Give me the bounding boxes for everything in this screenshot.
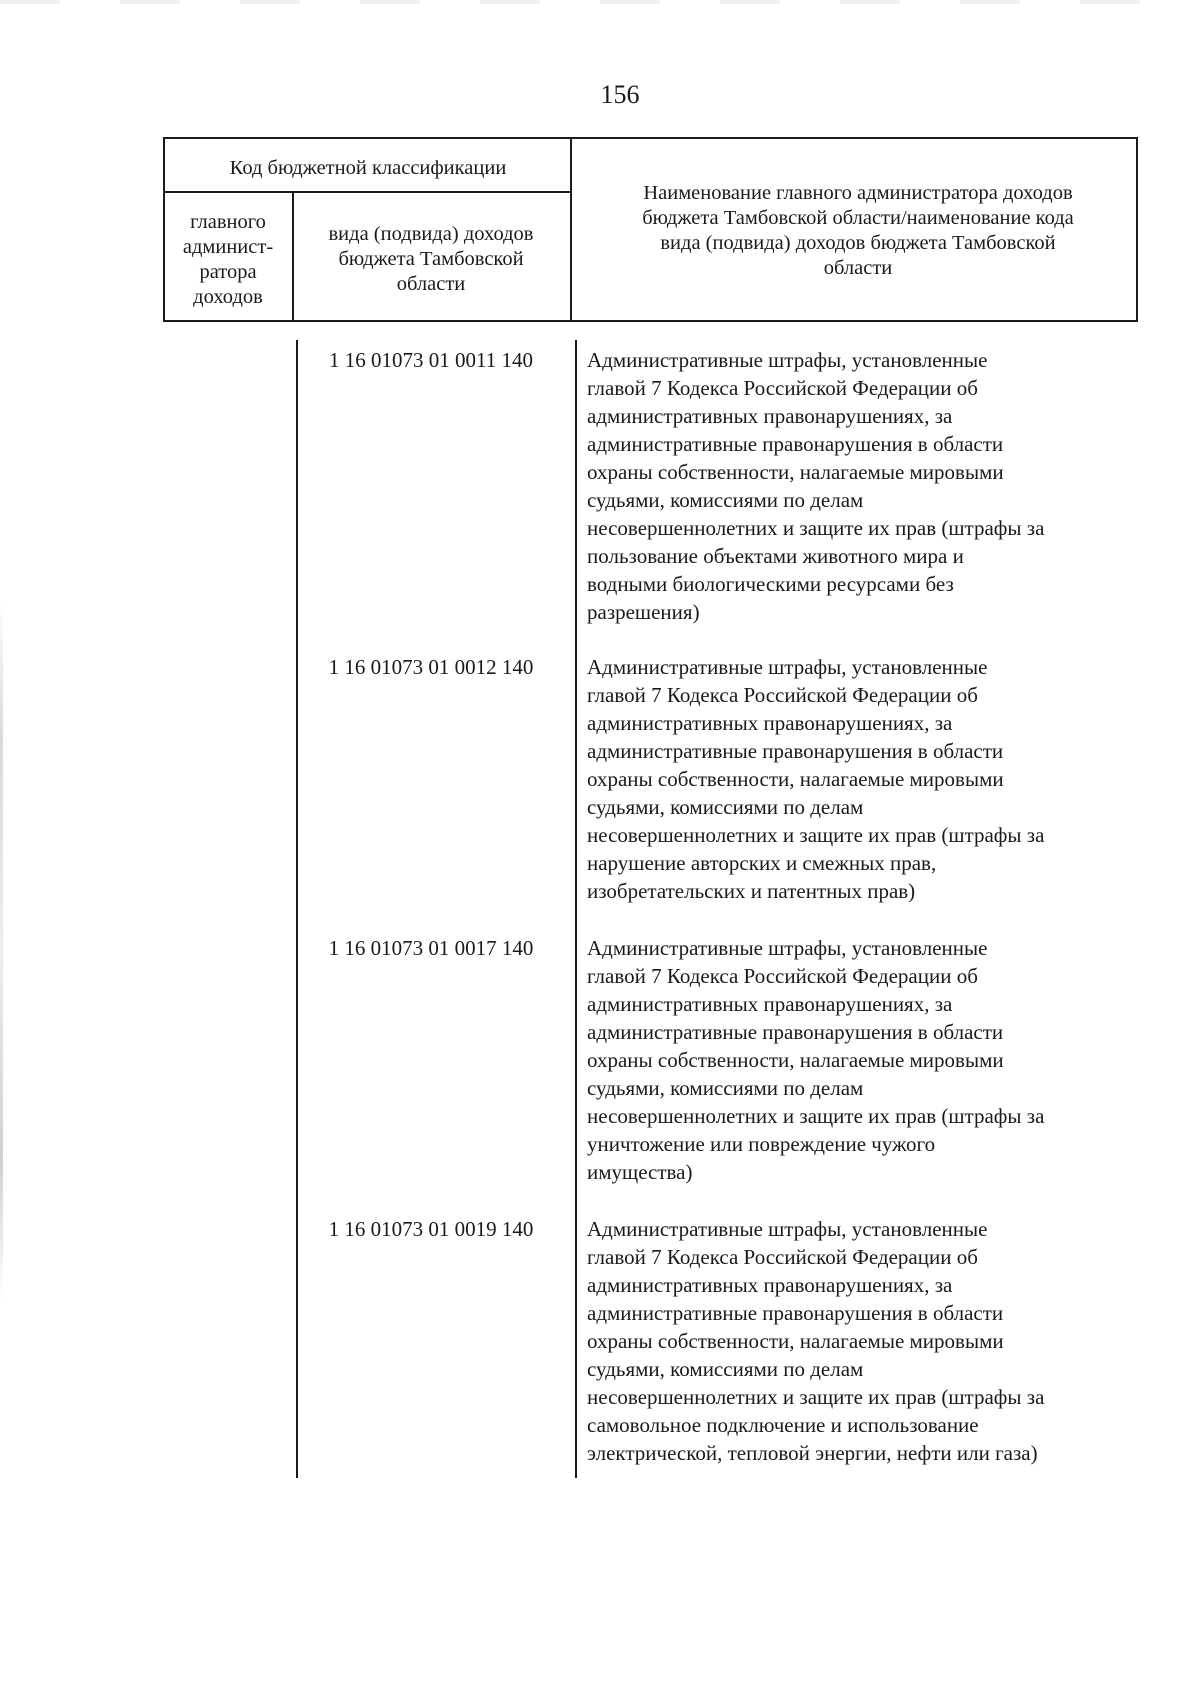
header-income-type-code: вида (подвида) доходов бюджета Тамбовской области — [328, 223, 534, 295]
header-main-administrator: главного админист- ратора доходов — [182, 211, 274, 308]
body-col-sep-1 — [296, 340, 298, 1478]
row-code: 1 16 01073 01 0011 140 — [329, 348, 533, 372]
row-description: Административные штрафы, установленные главой 7 Кодекса Российской Федерации об административных правонарушениях, за административные правонарушения в области охраны собственности, налагаемые мировыми судьями, комиссиями по делам несовершеннолетних и защите их прав (штрафы за уничтожение или повреждение чужого имущества) — [587, 936, 1045, 1184]
header-name-column: Наименование главного администратора доходов бюджета Тамбовской области/наименование кода вида (подвида) доходов бюджета Тамбовской области — [642, 182, 1074, 279]
row-code: 1 16 01073 01 0019 140 — [328, 1217, 534, 1241]
header-col-sep-1 — [292, 191, 294, 322]
page-number: 156 — [600, 80, 640, 109]
row-code: 1 16 01073 01 0017 140 — [328, 936, 534, 960]
header-left-border — [163, 137, 165, 322]
scan-artifact-top — [0, 0, 1200, 4]
row-description: Административные штрафы, установленные главой 7 Кодекса Российской Федерации об административных правонарушениях, за административные правонарушения в области охраны собственности, налагаемые мировыми судьями, комиссиями по делам несовершеннолетних и защите их прав (штрафы за нарушение авторских и смежных прав, изобретательских и патентных прав) — [587, 655, 1045, 903]
row-description: Административные штрафы, установленные главой 7 Кодекса Российской Федерации об административных правонарушениях, за административные правонарушения в области охраны собственности, налагаемые мировыми судьями, комиссиями по делам несовершеннолетних и защите их прав (штрафы за пользование объектами животного мира и водными биологическими ресурсами без разрешения) — [587, 348, 1045, 624]
group-divider — [163, 191, 572, 193]
header-right-border — [1136, 137, 1138, 322]
row-description: Административные штрафы, установленные главой 7 Кодекса Российской Федерации об административных правонарушениях, за административные правонарушения в области охраны собственности, налагаемые мировыми судьями, комиссиями по делам несовершеннолетних и защите их прав (штрафы за самовольное подключение и использование электрической, тепловой энергии, нефти или газа) — [587, 1217, 1045, 1465]
body-col-sep-2 — [575, 340, 577, 1478]
header-col-sep-2 — [570, 137, 572, 322]
scan-artifact-left — [0, 600, 3, 1300]
header-budget-classification: Код бюджетной классификации — [229, 157, 507, 179]
row-code: 1 16 01073 01 0012 140 — [328, 655, 534, 679]
header-bottom-border — [163, 320, 1138, 322]
header-top-border — [163, 137, 1138, 139]
